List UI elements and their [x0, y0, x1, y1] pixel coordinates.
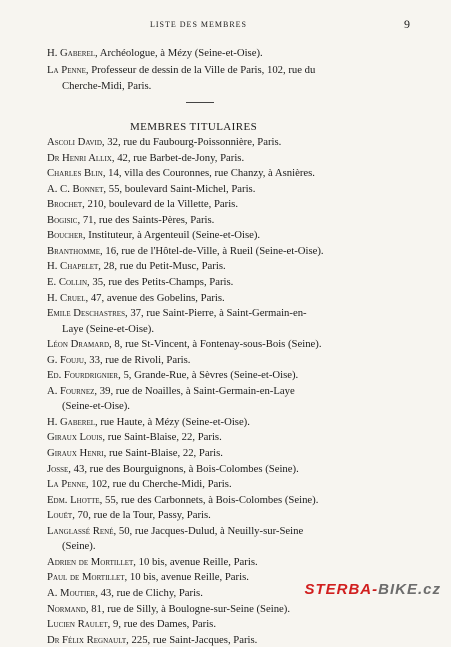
member-address: 32, rue du Faubourg-Poissonnière, Paris. [104, 136, 282, 148]
member-address: Laye (Seine-et-Oise). [62, 322, 154, 335]
section-title: MEMBRES TITULAIRES [130, 121, 258, 133]
list-item [47, 337, 451, 351]
list-item [47, 244, 451, 258]
member-address: 14, villa des Couronnes, rue Chanzy, à Asnières. [105, 167, 315, 180]
member-address: (Seine-et-Oise). [62, 400, 130, 413]
member-address: Instituteur, à Argenteuil (Seine-et-Oise). [85, 229, 261, 242]
section-divider [186, 102, 214, 103]
member-address: 39, rue de Noailles, à Saint-Germain-en-Laye [97, 384, 295, 397]
list-item [47, 555, 451, 569]
member-address: Cherche-Midi, Paris. [62, 80, 152, 92]
member-address: 55, boulevard Saint-Michel, Paris. [106, 182, 256, 195]
member-address: 16, rue de l'Hôtel-de-Ville, à Rueil (Seine-et-Oise). [102, 244, 324, 257]
list-item [47, 446, 451, 460]
member-address: Professeur de dessin de la Ville de Paris, 102, rue du [88, 63, 316, 76]
member-name: H. Gaberel, [47, 415, 98, 428]
list-item [47, 166, 451, 180]
member-name: Normand, [47, 602, 89, 615]
member-address: (Seine). [62, 540, 96, 553]
member-name: Adrien de Mortillet, [47, 555, 136, 568]
list-item [47, 353, 451, 367]
list-item [47, 135, 451, 149]
list-item [62, 79, 451, 93]
member-address: 55, rue des Carbonnets, à Bois-Colombes (Seine). [102, 493, 319, 506]
list-item [47, 617, 451, 631]
member-name: Branthomme, [47, 244, 103, 257]
member-name: Paul de Mortillet, [47, 571, 128, 584]
member-name: Giraux Louis, [47, 431, 106, 444]
list-item [47, 228, 451, 242]
list-item [47, 368, 451, 382]
member-address: 210, boulevard de la Villette, Paris. [84, 198, 239, 211]
member-address: 43, rue de Clichy, Paris. [97, 586, 203, 599]
member-name: La Penne, [47, 63, 89, 76]
member-address: 47, avenue des Gobelins, Paris. [88, 291, 225, 304]
list-item [47, 291, 451, 305]
member-address: 50, rue Jacques-Dulud, à Neuilly-sur-Seine [116, 524, 304, 537]
list-item [47, 508, 451, 522]
watermark-logo: STERBA-BIKE.cz [304, 581, 441, 598]
member-address: 35, rue des Petits-Champs, Paris. [89, 275, 234, 288]
member-name: La Penne, [47, 478, 89, 491]
list-item [47, 213, 451, 227]
member-address: 28, rue du Petit-Musc, Paris. [100, 260, 226, 273]
member-address: rue Saint-Blaise, 22, Paris. [105, 431, 222, 444]
list-item [47, 197, 451, 211]
member-address: 33, rue de Rivoli, Paris. [86, 353, 191, 366]
member-name: Léon Dramard, [47, 338, 112, 351]
member-address: rue Saint-Blaise, 22, Paris. [106, 447, 223, 459]
member-name: Dr Félix Regnault, [47, 633, 129, 646]
running-head: LISTE DES MEMBRES [150, 20, 248, 29]
member-name: Charles Blin, [47, 167, 106, 180]
member-address: 10 bis, avenue Reille, Paris. [135, 555, 258, 568]
list-item [47, 477, 451, 491]
member-name: Brochet, [47, 198, 85, 211]
member-address: 70, rue de la Tour, Passy, Paris. [74, 509, 211, 522]
list-item [47, 493, 451, 507]
member-address: 9, rue des Dames, Paris. [110, 618, 216, 631]
member-name: H. Chapelet, [47, 260, 101, 273]
member-name: A. C. Bonnet, [47, 182, 107, 195]
member-address: 102, rue du Cherche-Midi, Paris. [88, 478, 232, 491]
member-name: Edm. Lhotte, [47, 493, 103, 506]
member-name: Boucher, [47, 229, 86, 242]
list-item [47, 633, 451, 647]
page-number: 9 [404, 17, 410, 31]
member-address: 81, rue de Silly, à Boulogne-sur-Seine (Seine). [88, 602, 291, 615]
member-address: 5, Grande-Rue, à Sèvres (Seine-et-Oise). [120, 369, 299, 382]
list-item [47, 430, 451, 444]
member-name: G. Fouju, [47, 353, 87, 366]
list-item [47, 384, 451, 398]
list-item [62, 539, 451, 553]
member-name: Josse, [47, 462, 71, 475]
member-name: Giraux Henri, [47, 447, 107, 459]
list-item [62, 322, 451, 336]
member-address: rue Haute, à Mézy (Seine-et-Oise). [97, 415, 250, 428]
list-item [47, 524, 451, 538]
member-name: Ascoli David, [47, 136, 105, 148]
list-item [47, 275, 451, 289]
member-name: A. Moutier, [47, 586, 98, 599]
member-name: Louët, [47, 509, 75, 522]
list-item [47, 462, 451, 476]
member-address: 8, rue St-Vincent, à Fontenay-sous-Bois (Seine). [111, 338, 322, 351]
member-address: 71, rue des Saints-Pères, Paris. [80, 213, 215, 226]
member-name: Bogisic, [47, 213, 81, 226]
list-item [47, 415, 451, 429]
member-name: A. Fournez, [47, 384, 98, 397]
member-name: H. Cruel, [47, 291, 89, 304]
member-address: 225, rue Saint-Jacques, Paris. [128, 633, 258, 646]
member-name: H. Gaberel, [47, 47, 98, 59]
list-item [47, 46, 451, 60]
member-name: E. Collin, [47, 275, 90, 288]
member-address: 37, rue Saint-Pierre, à Saint-Germain-en- [127, 307, 307, 320]
member-address: Archéologue, à Mézy (Seine-et-Oise). [97, 47, 263, 59]
member-address: 42, rue Barbet-de-Jony, Paris. [114, 151, 245, 164]
member-name: Ed. Fourdrignier, [47, 369, 121, 382]
list-item [47, 306, 451, 320]
list-item [47, 602, 451, 616]
member-name: Emile Deschastres, [47, 307, 128, 320]
member-name: Lucien Raulet, [47, 618, 111, 631]
member-name: Dr Henri Allix, [47, 151, 115, 164]
member-name: Langlassé René, [47, 524, 117, 537]
list-item [47, 151, 451, 165]
list-item [47, 63, 451, 77]
member-address: 43, rue des Bourguignons, à Bois-Colombes (Seine). [70, 462, 299, 475]
member-address: 10 bis, avenue Reille, Paris. [127, 571, 249, 584]
list-item [62, 399, 451, 413]
list-item [47, 259, 451, 273]
list-item [47, 182, 451, 196]
